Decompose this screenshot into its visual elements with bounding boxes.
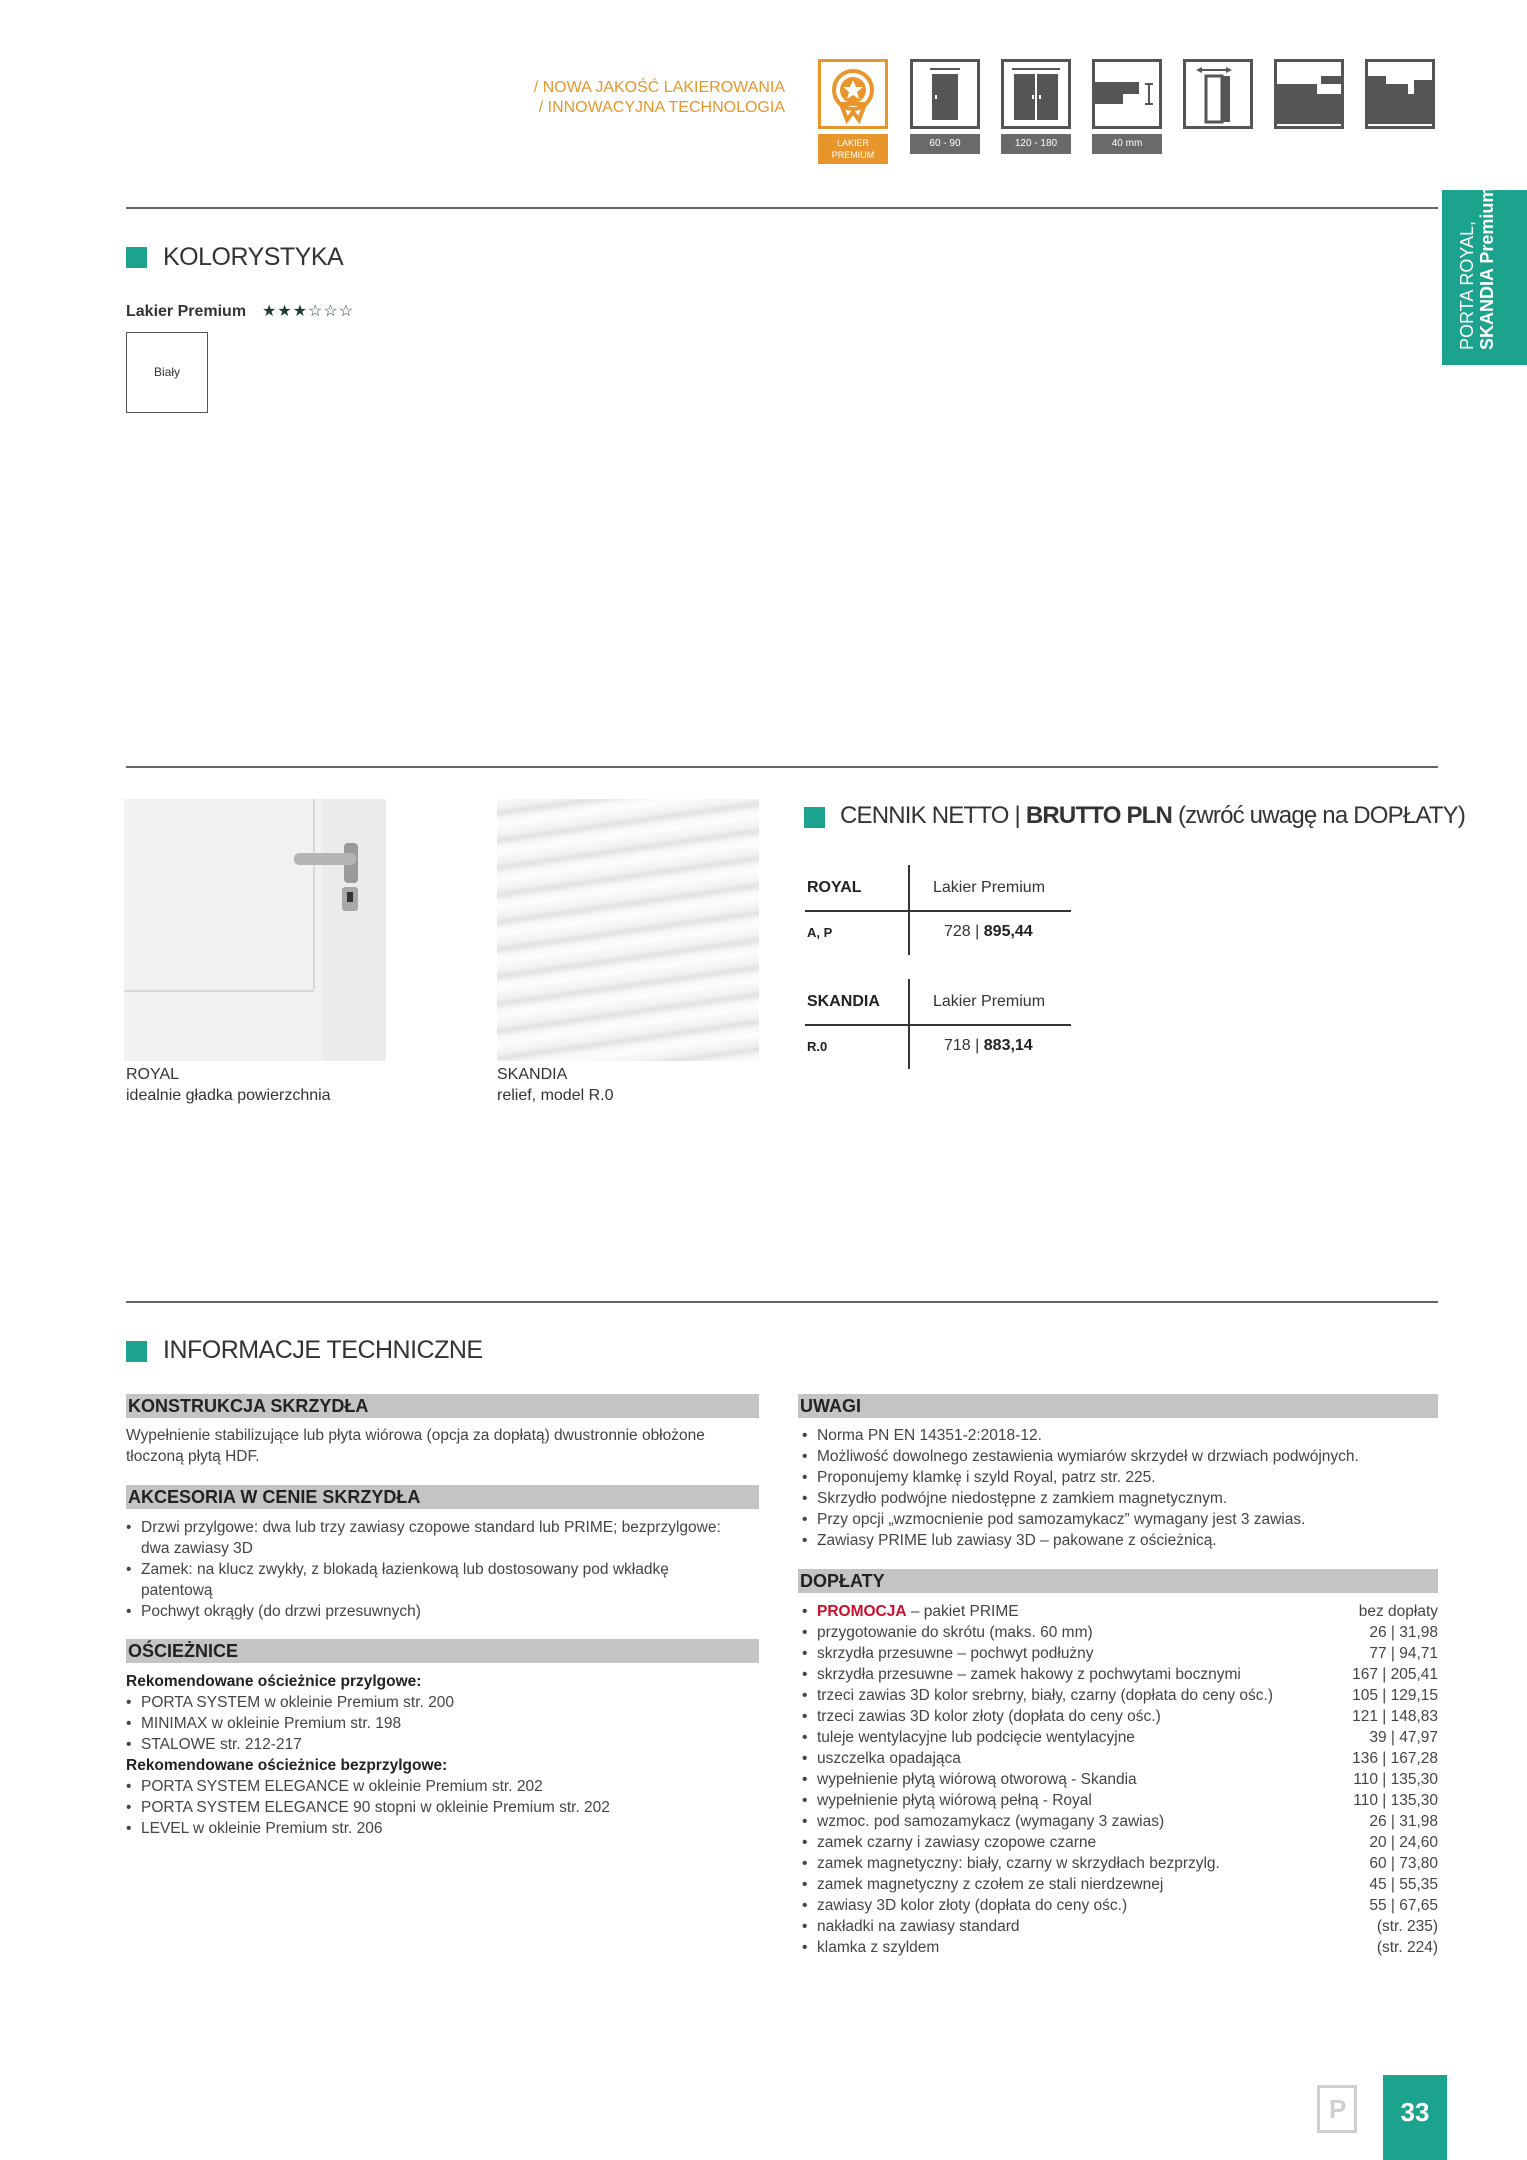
doplaty-price: 45 | 55,35: [1369, 1876, 1438, 1893]
doplaty-row: [802, 1769, 1438, 1790]
kolorystyka-title: KOLORYSTYKA: [163, 243, 344, 271]
royal-caption: [126, 1064, 331, 1106]
doplaty-price: 136 | 167,28: [1352, 1750, 1438, 1767]
uwagi-list: [802, 1425, 1438, 1551]
doplaty-label: • wypełnienie płytą wiórową otworową - Skandia: [817, 1771, 1137, 1788]
door-thickness-icon: [1092, 59, 1162, 129]
doplaty-row: [802, 1790, 1438, 1811]
royal-caption-desc: idealnie gładka powierzchnia: [126, 1087, 331, 1104]
cennik-title-note: (zwróć uwagę na DOPŁATY): [1177, 802, 1466, 829]
divider-top: [126, 207, 1438, 209]
doplaty-label: • wypełnienie płytą wiórową pełną - Royal: [817, 1792, 1092, 1809]
single-door-width-label: 60 - 90: [910, 134, 980, 154]
oscieznice-item: • PORTA SYSTEM ELEGANCE w okleinie Premium str. 202: [126, 1776, 759, 1797]
doplaty-label: • uszczelka opadająca: [817, 1750, 961, 1767]
price-variant-royal: A, P: [807, 925, 833, 940]
porta-logo-icon: [1317, 2085, 1357, 2133]
doplaty-price: 110 | 135,30: [1353, 1792, 1438, 1809]
doplaty-label: • wzmoc. pod samozamykacz (wymagany 3 zawias): [817, 1813, 1165, 1830]
side-tab-line-1: PORTA ROYAL,: [1457, 220, 1477, 350]
doplaty-header: DOPŁATY: [798, 1569, 1438, 1593]
uwagi-item: • Skrzydło podwójne niedostępne z zamkiem magnetycznym.: [802, 1488, 1438, 1509]
royal-caption-title: ROYAL: [126, 1066, 180, 1083]
doplaty-label: • zamek czarny i zawiasy czopowe czarne: [817, 1834, 1097, 1851]
color-swatch-bialy[interactable]: [126, 332, 208, 413]
section-marker-kolorystyka: [126, 247, 147, 268]
oscieznice-subheading-bezprzylgowe: Rekomendowane ościeżnice bezprzylgowe:: [126, 1757, 448, 1774]
skandia-caption-desc: relief, model R.0: [497, 1087, 614, 1104]
uwagi-header: UWAGI: [798, 1394, 1438, 1418]
promo-rest: – pakiet PRIME: [906, 1603, 1019, 1620]
price-brutto-royal: 895,44: [983, 923, 1033, 940]
doplaty-price: 105 | 129,15: [1352, 1687, 1438, 1704]
promo-line-1: / NOWA JAKOŚĆ LAKIEROWANIA: [533, 79, 785, 96]
informacje-title: INFORMACJE TECHNICZNE: [163, 1336, 483, 1364]
doplaty-row: [802, 1937, 1438, 1958]
cennik-title-netto: CENNIK NETTO: [840, 802, 1009, 829]
doplaty-price: 20 | 24,60: [1369, 1834, 1438, 1851]
doplaty-label: • nakładki na zawiasy standard: [817, 1918, 1020, 1935]
price-sep-skandia: |: [975, 1037, 980, 1054]
doplaty-row: [802, 1706, 1438, 1727]
doplaty-price: 60 | 73,80: [1369, 1855, 1438, 1872]
cennik-title: [840, 802, 1465, 830]
skandia-relief-photo: [497, 799, 759, 1061]
promo-word: PROMOCJA: [817, 1603, 907, 1620]
price-netto-royal: 728: [944, 923, 971, 940]
oscieznice-item: • LEVEL w okleinie Premium str. 206: [126, 1818, 759, 1839]
akcesoria-item: • Pochwyt okrągły (do drzwi przesuwnych): [126, 1601, 726, 1622]
section-marker-cennik: [804, 807, 825, 828]
lacquer-label: Lakier Premium: [126, 303, 247, 320]
price-netto-skandia: 718: [944, 1037, 971, 1054]
price-sep-royal: |: [975, 923, 980, 940]
doplaty-promo-row: [802, 1601, 1438, 1622]
rating-stars: ★★★☆☆☆: [262, 303, 355, 320]
doplaty-label: • zamek magnetyczny z czołem ze stali nierdzewnej: [817, 1876, 1164, 1893]
doplaty-price: 167 | 205,41: [1352, 1666, 1438, 1683]
oscieznice-item: • PORTA SYSTEM ELEGANCE 90 stopni w okleinie Premium str. 202: [126, 1797, 759, 1818]
doplaty-price: 121 | 148,83: [1352, 1708, 1438, 1725]
uwagi-item: • Norma PN EN 14351-2:2018-12.: [802, 1425, 1438, 1446]
side-tab-text: [1457, 180, 1497, 350]
akcesoria-item: • Drzwi przylgowe: dwa lub trzy zawiasy czopowe standard lub PRIME; bezprzylgowe: dwa zawiasy 3D: [126, 1517, 726, 1559]
uwagi-item: • Przy opcji „wzmocnienie pod samozamykacz” wymagany jest 3 zawias.: [802, 1509, 1438, 1530]
doplaty-label: • zawiasy 3D kolor złoty (dopłata do ceny ośc.): [817, 1897, 1128, 1914]
price-model-royal: ROYAL: [807, 879, 862, 896]
divider-middle: [126, 766, 1438, 768]
doplaty-row: [802, 1685, 1438, 1706]
handle-left-icon: [1274, 59, 1344, 129]
royal-door-photo: [124, 799, 386, 1061]
uwagi-item: • Zawiasy PRIME lub zawiasy 3D – pakowane z ościeżnicą.: [802, 1530, 1438, 1551]
doplaty-label: • trzeci zawias 3D kolor złoty (dopłata do ceny ośc.): [817, 1708, 1161, 1725]
swatch-label: Biały: [153, 365, 180, 379]
konstrukcja-header: KONSTRUKCJA SKRZYDŁA: [126, 1394, 759, 1418]
price-table-skandia-hline: [805, 1024, 1071, 1026]
doplaty-row: [802, 1853, 1438, 1874]
doplaty-label: • przygotowanie do skrótu (maks. 60 mm): [817, 1624, 1093, 1641]
doplaty-row: [802, 1727, 1438, 1748]
doplaty-row: [802, 1811, 1438, 1832]
price-brutto-skandia: 883,14: [983, 1037, 1033, 1054]
price-column-royal: Lakier Premium: [933, 879, 1046, 896]
doplaty-label: • skrzydła przesuwne – pochwyt podłużny: [817, 1645, 1094, 1662]
doplaty-row: [802, 1895, 1438, 1916]
divider-lower: [126, 1301, 1438, 1303]
price-value-royal: [944, 923, 1033, 941]
oscieznice-subheading-przylgowe: Rekomendowane ościeżnice przylgowe:: [126, 1673, 422, 1690]
doplaty-promo-label: [817, 1601, 1019, 1622]
cennik-title-sep: |: [1014, 802, 1020, 829]
doplaty-row: [802, 1748, 1438, 1769]
oscieznice-item: • PORTA SYSTEM w okleinie Premium str. 200: [126, 1692, 759, 1713]
doplaty-price: 55 | 67,65: [1369, 1897, 1438, 1914]
akcesoria-item: • Zamek: na klucz zwykły, z blokadą łazienkową lub dostosowany pod wkładkę patentową: [126, 1559, 726, 1601]
page-number: 33: [1383, 2075, 1447, 2160]
doplaty-label: • skrzydła przesuwne – zamek hakowy z pochwytami bocznymi: [817, 1666, 1241, 1683]
price-value-skandia: [944, 1037, 1033, 1055]
price-model-skandia: SKANDIA: [807, 993, 880, 1010]
price-table-royal-vline: [908, 865, 910, 955]
doplaty-price: 26 | 31,98: [1369, 1624, 1438, 1641]
oscieznice-list: [126, 1671, 759, 1839]
cennik-title-brutto: BRUTTO PLN: [1025, 802, 1173, 829]
doplaty-label: • tuleje wentylacyjne lub podcięcie wentylacyjne: [817, 1729, 1135, 1746]
akcesoria-header: AKCESORIA W CENIE SKRZYDŁA: [126, 1485, 759, 1509]
double-door-width-label: 120 - 180: [1001, 134, 1071, 154]
akcesoria-list: [126, 1517, 726, 1622]
doplaty-row: [802, 1832, 1438, 1853]
doplaty-promo-price: bez dopłaty: [1358, 1603, 1438, 1620]
skandia-caption-title: SKANDIA: [497, 1066, 568, 1083]
doplaty-price: 39 | 47,97: [1369, 1729, 1438, 1746]
premium-lacquer-label: LAKIER PREMIUM: [818, 134, 888, 164]
doplaty-price: (str. 224): [1376, 1939, 1438, 1956]
doplaty-row: [802, 1664, 1438, 1685]
single-door-icon: [910, 59, 980, 129]
promo-text: [420, 78, 785, 118]
uwagi-item: • Proponujemy klamkę i szyld Royal, patrz str. 225.: [802, 1467, 1438, 1488]
door-width-icon: [1183, 59, 1253, 129]
uwagi-item: • Możliwość dowolnego zestawienia wymiarów skrzydeł w drzwiach podwójnych.: [802, 1446, 1438, 1467]
doplaty-row: [802, 1916, 1438, 1937]
price-variant-skandia: R.0: [807, 1039, 828, 1054]
handle-right-icon: [1365, 59, 1435, 129]
doplaty-list: [802, 1601, 1438, 1958]
door-thickness-label: 40 mm: [1092, 134, 1162, 154]
doplaty-label: • zamek magnetyczny: biały, czarny w skrzydłach bezprzylg.: [817, 1855, 1220, 1872]
oscieznice-header: OŚCIEŻNICE: [126, 1639, 759, 1663]
premium-lacquer-badge-icon: [818, 59, 888, 129]
doplaty-price: 26 | 31,98: [1369, 1813, 1438, 1830]
doplaty-label: • trzeci zawias 3D kolor srebrny, biały, czarny (dopłata do ceny ośc.): [817, 1687, 1273, 1704]
doplaty-row: [802, 1643, 1438, 1664]
doplaty-price: 110 | 135,30: [1353, 1771, 1438, 1788]
price-table-skandia-vline: [908, 979, 910, 1069]
section-marker-informacje: [126, 1341, 147, 1362]
price-table-royal-hline: [805, 910, 1071, 912]
doplaty-price: 77 | 94,71: [1369, 1645, 1438, 1662]
doplaty-row: [802, 1622, 1438, 1643]
doplaty-price: (str. 235): [1376, 1918, 1438, 1935]
oscieznice-item: • MINIMAX w okleinie Premium str. 198: [126, 1713, 759, 1734]
konstrukcja-text: Wypełnienie stabilizujące lub płyta wiórowa (opcja za dopłatą) dwustronnie obłożone tłoczoną płytą HDF.: [126, 1427, 705, 1465]
promo-line-2: / INNOWACYJNA TECHNOLOGIA: [538, 99, 785, 116]
doplaty-label: • klamka z szyldem: [817, 1939, 940, 1956]
oscieznice-item: • STALOWE str. 212-217: [126, 1734, 759, 1755]
skandia-caption: [497, 1064, 614, 1106]
price-column-skandia: Lakier Premium: [933, 993, 1046, 1010]
logo-letter: P: [1329, 2094, 1347, 2124]
doplaty-row: [802, 1874, 1438, 1895]
side-tab-line-2: SKANDIA Premium: [1477, 186, 1497, 350]
double-door-icon: [1001, 59, 1071, 129]
